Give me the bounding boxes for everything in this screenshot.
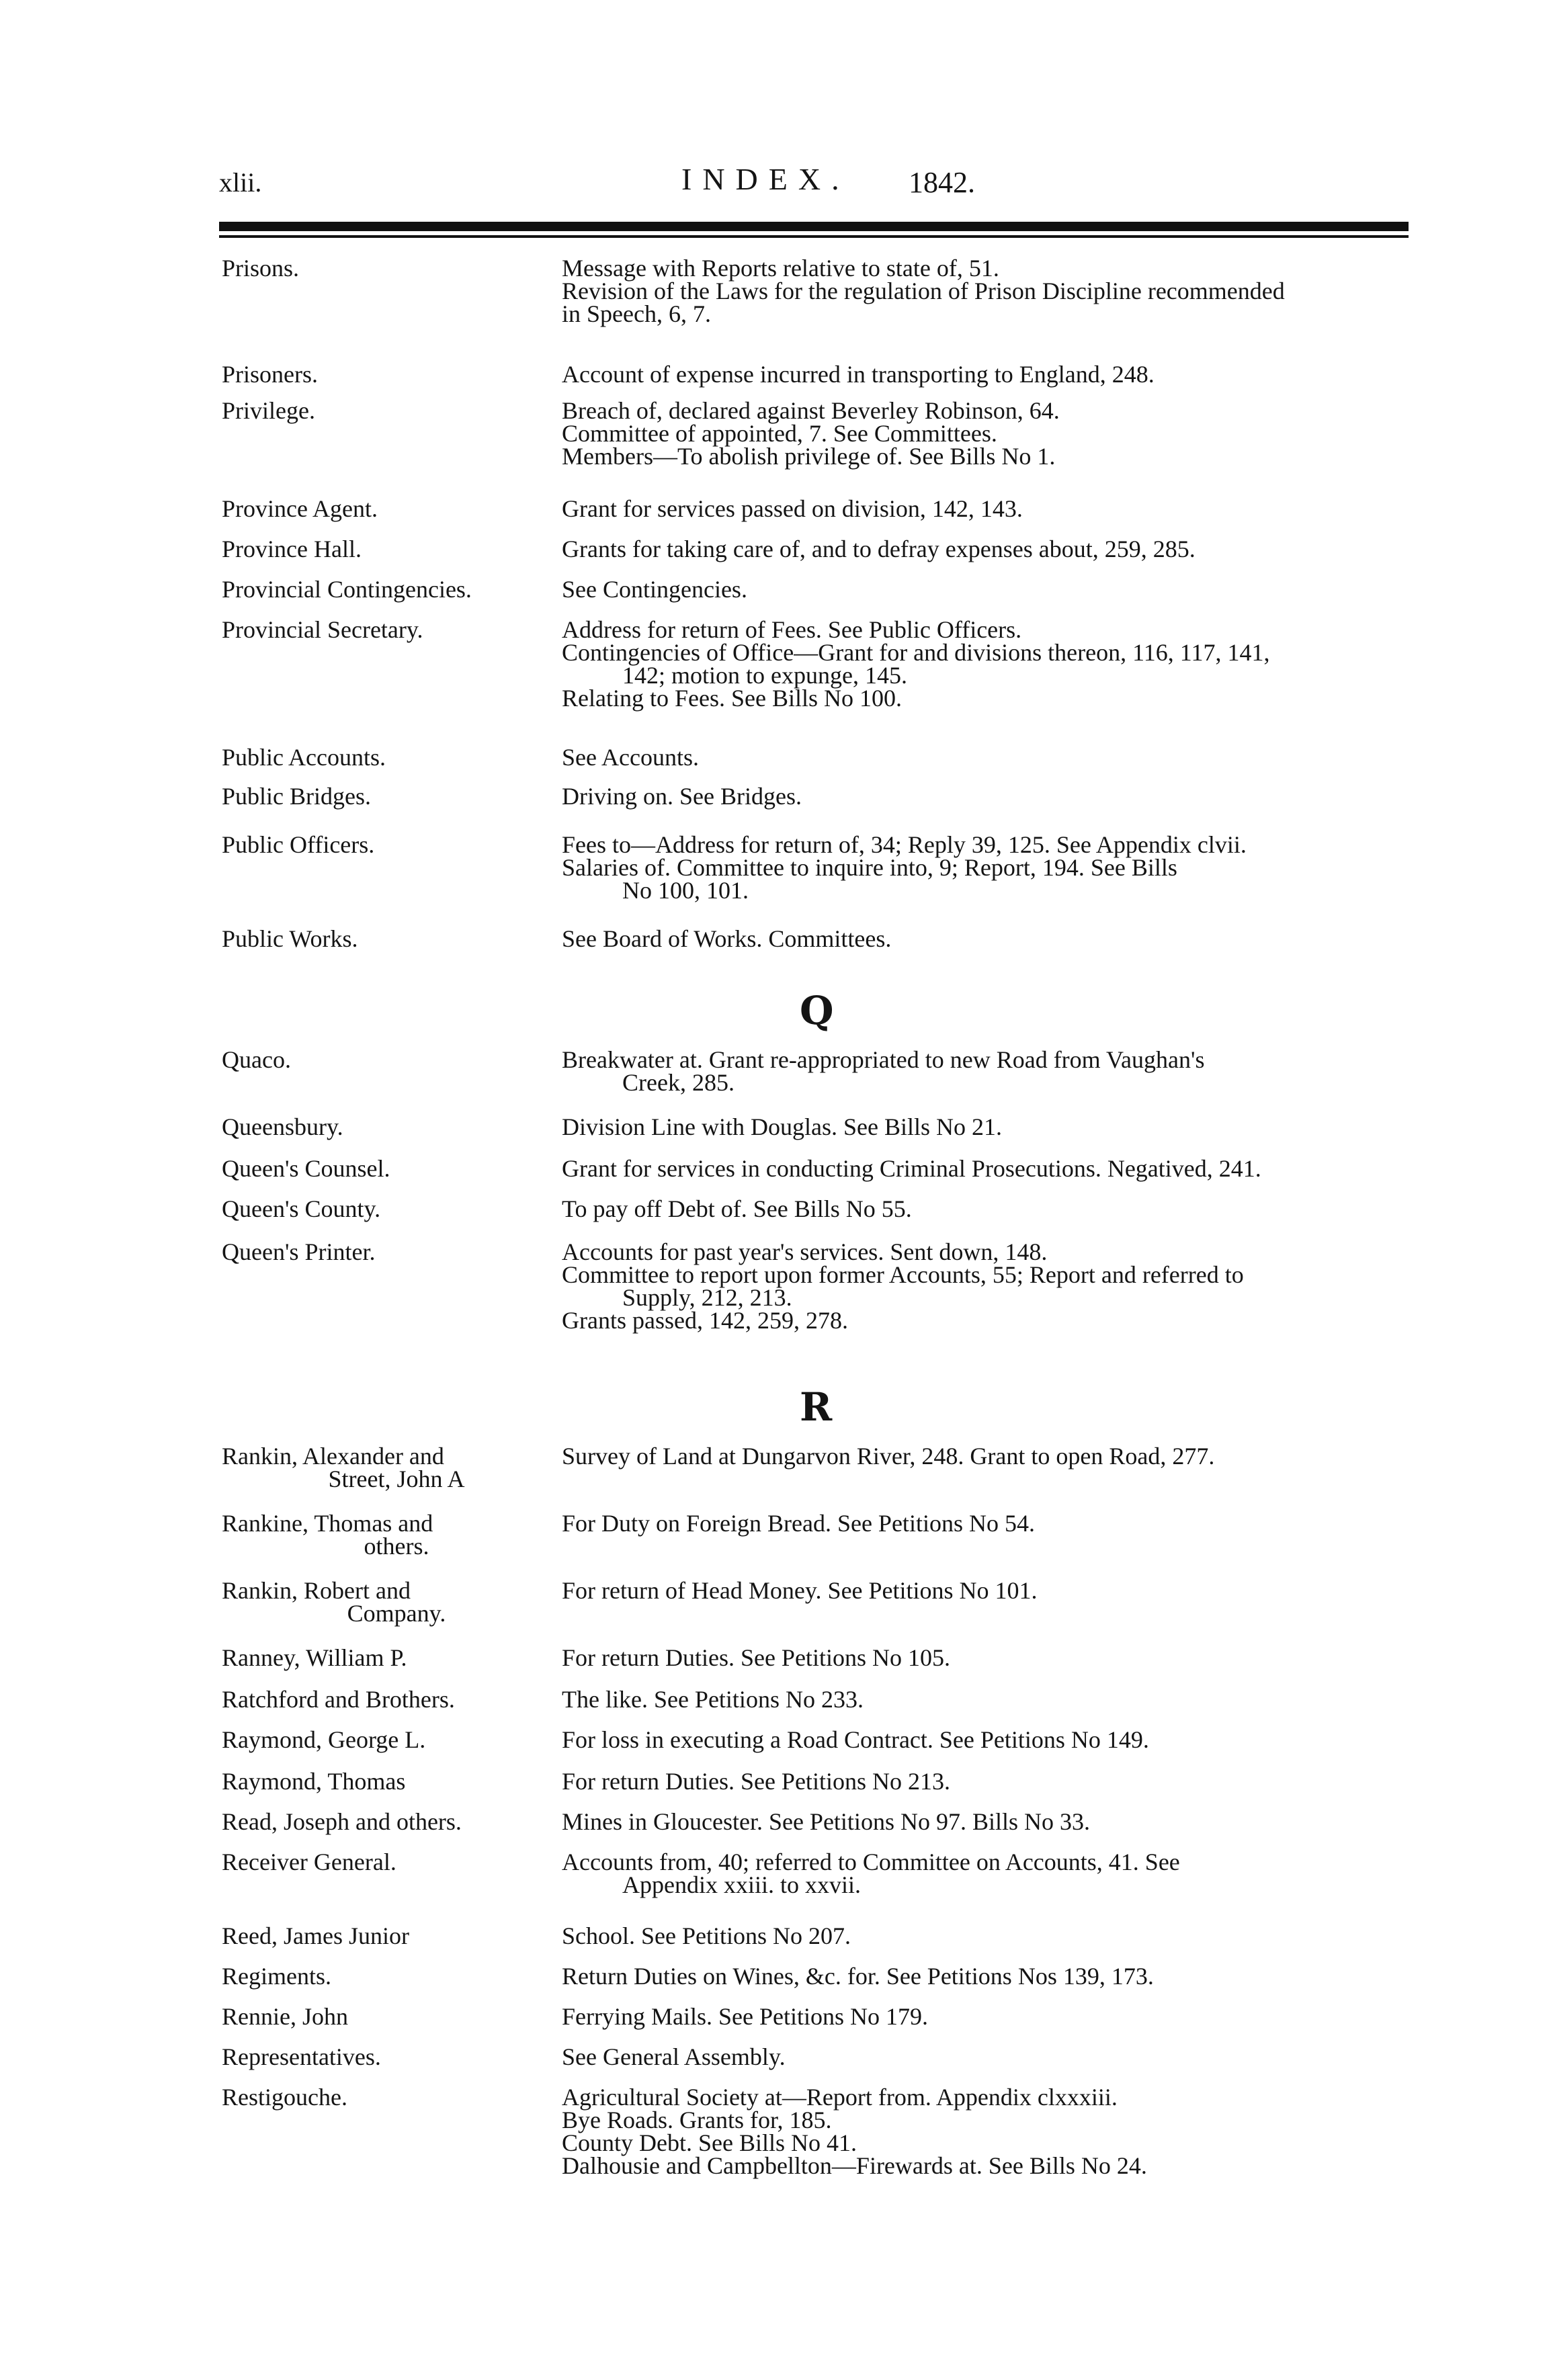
entry-reference-line: Survey of Land at Dungarvon River, 248. Grant to open Road, 277. (562, 1443, 1215, 1470)
entry-reference-line: Message with Reports relative to state of, 51. (562, 255, 999, 282)
entry-heading (222, 538, 538, 560)
entry-heading (222, 1579, 538, 1625)
entry-heading (222, 1157, 538, 1180)
entry-heading-line: Privilege. (222, 397, 315, 424)
entry-reference-line: Breach of, declared against Beverley Robinson, 64. (562, 397, 1060, 424)
entry-heading (222, 2005, 538, 2028)
entry-heading (222, 1688, 538, 1711)
entry-references (562, 1240, 1415, 1332)
header-rule-thick (219, 222, 1409, 231)
entry-references (562, 578, 1415, 601)
entry-heading (222, 2086, 538, 2109)
entry-reference-line: To pay off Debt of. See Bills No 55. (562, 1195, 912, 1222)
entry-heading-line: Queen's County. (222, 1195, 381, 1222)
entry-reference-line: Grant for services passed on division, 142, 143. (562, 495, 1023, 522)
entry-references (562, 833, 1415, 902)
entry-heading (222, 399, 538, 422)
entry-heading-line: Read, Joseph and others. (222, 1808, 462, 1835)
entry-reference-line: Address for return of Fees. See Public Officers. (562, 616, 1022, 643)
entry-reference-line: See Accounts. (562, 744, 699, 771)
entry-references (562, 497, 1415, 520)
entry-reference-line: Contingencies of Office—Grant for and divisions thereon, 116, 117, 141, (562, 639, 1270, 666)
entry-heading-line: others. (364, 1533, 429, 1560)
page-title: INDEX. (681, 162, 850, 196)
entry-references (562, 2086, 1415, 2177)
section-r-letter: R (800, 1384, 833, 1430)
entry-heading-line: Restigouche. (222, 2084, 347, 2111)
entry-reference-line: Mines in Gloucester. See Petitions No 97. Bills No 33. (562, 1808, 1090, 1835)
entry-reference-line: Supply, 212, 213. (622, 1284, 792, 1311)
entry-heading-line: Reed, James Junior (222, 1922, 409, 1949)
entry-reference-line: The like. See Petitions No 233. (562, 1686, 864, 1713)
entry-heading (222, 1115, 538, 1138)
entry-heading-line: Representatives. (222, 2043, 381, 2070)
entry-references (562, 1965, 1415, 1988)
entry-heading-line: Public Officers. (222, 831, 375, 858)
entry-heading (222, 1445, 538, 1490)
entry-references (562, 257, 1415, 325)
entry-heading-line: Province Agent. (222, 495, 378, 522)
entry-references (562, 399, 1415, 468)
entry-heading (222, 1965, 538, 1988)
entry-heading (222, 578, 538, 601)
entry-references (562, 2005, 1415, 2028)
entry-reference-line: See Contingencies. (562, 576, 747, 603)
entry-reference-line: 142; motion to expunge, 145. (622, 662, 907, 689)
entry-reference-line: Bye Roads. Grants for, 185. (562, 2107, 832, 2133)
entry-heading-line: Province Hall. (222, 536, 362, 562)
entry-heading-line: Queen's Printer. (222, 1238, 376, 1265)
entry-heading-line: Ratchford and Brothers. (222, 1686, 455, 1713)
entry-heading-line: Prisoners. (222, 361, 318, 388)
page-year: 1842. (909, 166, 975, 199)
entry-heading-line: Raymond, Thomas (222, 1768, 406, 1795)
entry-references (562, 618, 1415, 710)
entry-reference-line: Accounts for past year's services. Sent down, 148. (562, 1238, 1048, 1265)
entry-reference-line: Breakwater at. Grant re-appropriated to new Road from Vaughan's (562, 1046, 1205, 1073)
entry-reference-line: Dalhousie and Campbellton—Firewards at. See Bills No 24. (562, 2152, 1147, 2179)
entry-heading (222, 618, 538, 641)
entry-heading (222, 1848, 538, 1875)
entry-references (562, 1688, 1415, 1711)
entry-references (562, 2045, 1415, 2068)
entry-heading (222, 785, 538, 808)
entry-references (562, 1848, 1415, 1898)
entry-reference-line: Grants for taking care of, and to defray expenses about, 259, 285. (562, 536, 1196, 562)
entry-heading (222, 1646, 538, 1669)
section-q-letter: Q (800, 988, 834, 1033)
entry-reference-line: Grant for services in conducting Criminal Prosecutions. Negatived, 241. (562, 1155, 1261, 1182)
entry-references (562, 1197, 1415, 1220)
entry-heading (222, 1512, 538, 1558)
entry-heading (222, 1197, 538, 1220)
entry-heading-line: Ranney, William P. (222, 1644, 407, 1671)
entry-heading-line: Street, John A (328, 1465, 465, 1492)
entry-heading-line: Prisons. (222, 255, 300, 282)
entry-heading-line: Public Works. (222, 925, 358, 952)
entry-reference-line: Ferrying Mails. See Petitions No 179. (562, 2003, 928, 2030)
entry-reference-line: Members—To abolish privilege of. See Bills No 1. (562, 443, 1056, 470)
entry-references (562, 1810, 1415, 1833)
entry-heading-line: Rankin, Alexander and (222, 1443, 444, 1470)
entry-reference-line: For return Duties. See Petitions No 213. (562, 1768, 950, 1795)
entry-references (562, 1157, 1415, 1180)
entry-heading (222, 927, 538, 950)
entry-references (562, 1115, 1415, 1138)
entry-reference-line: See Board of Works. Committees. (562, 925, 892, 952)
entry-references (562, 363, 1415, 386)
entry-reference-line: Account of expense incurred in transporting to England, 248. (562, 361, 1155, 388)
entry-references (562, 1770, 1415, 1793)
entry-reference-line: Driving on. See Bridges. (562, 783, 802, 810)
entry-reference-line: School. See Petitions No 207. (562, 1922, 851, 1949)
entry-heading (222, 1810, 538, 1833)
entry-heading-line: Receiver General. (222, 1848, 396, 1875)
entry-reference-line: Division Line with Douglas. See Bills No 21. (562, 1113, 1002, 1140)
entry-references (562, 1728, 1415, 1751)
entry-reference-line: For return of Head Money. See Petitions No 101. (562, 1577, 1038, 1604)
entry-reference-line: Fees to—Address for return of, 34; Reply 39, 125. See Appendix clvii. (562, 831, 1247, 858)
entry-heading (222, 363, 538, 386)
entry-heading (222, 1048, 538, 1071)
entry-reference-line: For return Duties. See Petitions No 105. (562, 1644, 950, 1671)
entry-references (562, 538, 1415, 560)
entry-heading (222, 1770, 538, 1793)
entry-references (562, 1579, 1415, 1602)
entry-reference-line: For loss in executing a Road Contract. See Petitions No 149. (562, 1726, 1149, 1753)
entry-heading (222, 1240, 538, 1263)
entry-heading (222, 497, 538, 520)
entry-reference-line: No 100, 101. (622, 877, 749, 904)
entry-references (562, 1646, 1415, 1669)
entry-reference-line: Committee to report upon former Accounts, 55; Report and referred to (562, 1261, 1244, 1288)
entry-heading-line: Public Bridges. (222, 783, 371, 810)
entry-heading (222, 1728, 538, 1751)
header-rule-thin (219, 235, 1409, 238)
entry-heading-line: Public Accounts. (222, 744, 386, 771)
entry-references (562, 927, 1415, 950)
entry-reference-line: Appendix xxiii. to xxvii. (622, 1871, 861, 1898)
entry-heading-line: Rennie, John (222, 2003, 348, 2030)
entry-heading-line: Provincial Contingencies. (222, 576, 472, 603)
entry-heading-line: Provincial Secretary. (222, 616, 423, 643)
entry-heading (222, 1924, 538, 1947)
entry-heading (222, 257, 538, 280)
entry-reference-line: Revision of the Laws for the regulation of Prison Discipline recommended (562, 278, 1285, 304)
entry-heading (222, 2045, 538, 2068)
entry-heading-line: Company. (347, 1600, 446, 1627)
entry-heading-line: Quaco. (222, 1046, 291, 1073)
entry-references (562, 1512, 1415, 1535)
page-numeral: xlii. (219, 167, 262, 198)
entry-reference-line: in Speech, 6, 7. (562, 300, 711, 327)
entry-reference-line: Salaries of. Committee to inquire into, 9; Report, 194. See Bills (562, 854, 1177, 881)
entry-references (562, 1924, 1415, 1947)
entry-reference-line: Accounts from, 40; referred to Committee on Accounts, 41. See (562, 1848, 1180, 1875)
entry-reference-line: For Duty on Foreign Bread. See Petitions No 54. (562, 1510, 1035, 1537)
entry-heading (222, 746, 538, 769)
entry-reference-line: Relating to Fees. See Bills No 100. (562, 685, 902, 712)
entry-reference-line: Grants passed, 142, 259, 278. (562, 1307, 848, 1334)
entry-heading (222, 833, 538, 856)
entry-reference-line: County Debt. See Bills No 41. (562, 2129, 857, 2156)
entry-references (562, 785, 1415, 808)
entry-reference-line: Agricultural Society at—Report from. Appendix clxxxiii. (562, 2084, 1118, 2111)
entry-heading-line: Rankin, Robert and (222, 1577, 411, 1604)
entry-heading-line: Regiments. (222, 1963, 331, 1990)
entry-heading-line: Queensbury. (222, 1113, 343, 1140)
entry-reference-line: See General Assembly. (562, 2043, 786, 2070)
entry-references (562, 1048, 1415, 1094)
entry-reference-line: Creek, 285. (622, 1069, 735, 1096)
entry-reference-line: Return Duties on Wines, &c. for. See Petitions Nos 139, 173. (562, 1963, 1154, 1990)
entry-heading-line: Queen's Counsel. (222, 1155, 390, 1182)
entry-heading-line: Raymond, George L. (222, 1726, 426, 1753)
entry-references (562, 746, 1415, 769)
entry-heading-line: Rankine, Thomas and (222, 1510, 433, 1537)
entry-reference-line: Committee of appointed, 7. See Committees. (562, 420, 997, 447)
entry-references (562, 1445, 1415, 1468)
